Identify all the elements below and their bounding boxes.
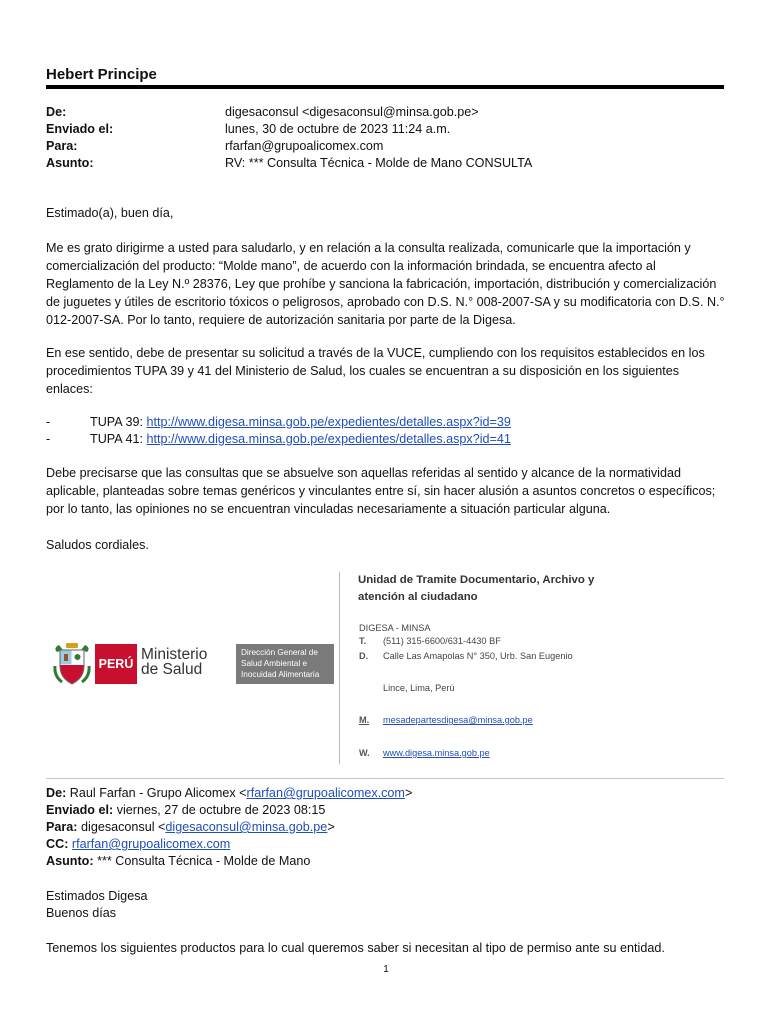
tupa-39-label: TUPA 39: bbox=[90, 415, 147, 429]
header-sent-label: Enviado el: bbox=[46, 122, 114, 136]
tupa-41-link[interactable]: http://www.digesa.minsa.gob.pe/expedientes/detalles.aspx?id=41 bbox=[146, 432, 511, 446]
header-to-label: Para: bbox=[46, 139, 78, 153]
paragraph-1 bbox=[46, 239, 726, 329]
fwd-subject-label: Asunto: bbox=[46, 854, 94, 868]
fwd-subject-value: *** Consulta Técnica - Molde de Mano bbox=[97, 854, 311, 868]
mail-label: M. bbox=[359, 715, 370, 725]
header-sent-value: lunes, 30 de octubre de 2023 11:24 a.m. bbox=[225, 122, 451, 136]
ministerio-wordmark bbox=[141, 647, 207, 677]
signature-title-line: Unidad de Tramite Documentario, Archivo y bbox=[358, 574, 595, 586]
direccion-general-box bbox=[236, 644, 334, 684]
paragraph-3 bbox=[46, 464, 726, 518]
header-from-value: digesaconsul <digesaconsul@minsa.gob.pe> bbox=[225, 105, 479, 119]
fwd-to-email[interactable]: digesaconsul@minsa.gob.pe bbox=[165, 820, 328, 834]
fwd-line-2: Buenos días bbox=[46, 906, 117, 920]
fwd-to-row bbox=[46, 818, 726, 836]
dg-line: Salud Ambiental e bbox=[241, 659, 307, 668]
address-label: D. bbox=[359, 651, 369, 661]
fwd-from-row bbox=[46, 784, 726, 802]
fwd-to-name: digesaconsul < bbox=[81, 820, 166, 834]
signature-phone bbox=[359, 636, 501, 646]
paragraph-3-line: aplicable, planteadas sobre temas genéricos y vinculantes entre sí, sin hacer alusión a asuntos concretos o específicos; bbox=[46, 484, 716, 498]
bullet-dash: - bbox=[46, 432, 51, 446]
fwd-subject-row bbox=[46, 852, 726, 870]
mail-link[interactable]: mesadepartesdigesa@minsa.gob.pe bbox=[383, 715, 533, 725]
peru-wordmark: PERÚ bbox=[95, 644, 137, 684]
signature-title bbox=[358, 572, 594, 606]
signature-org: DIGESA - MINSA bbox=[359, 623, 431, 633]
signature-address bbox=[359, 651, 573, 661]
tupa-41-label: TUPA 41: bbox=[90, 432, 147, 446]
address-value: Calle Las Amapolas N° 350, Urb. San Eugenio bbox=[383, 651, 573, 661]
signature-city: Lince, Lima, Perú bbox=[383, 683, 455, 693]
signature-web bbox=[359, 748, 490, 758]
ministerio-logo bbox=[53, 640, 334, 690]
fwd-to-label: Para: bbox=[46, 820, 78, 834]
sender-name: Hebert Principe bbox=[46, 66, 157, 83]
paragraph-1-line: 012-2007-SA. Por lo tanto, requiere de autorización sanitaria por parte de la Digesa. bbox=[46, 313, 516, 327]
web-label: W. bbox=[359, 748, 370, 758]
fwd-from-name: Raul Farfan - Grupo Alicomex < bbox=[69, 786, 247, 800]
tupa-41-text bbox=[90, 430, 511, 448]
fwd-from-end: > bbox=[404, 786, 413, 800]
paragraph-2-line: enlaces: bbox=[46, 382, 93, 396]
signature-mail bbox=[359, 715, 533, 725]
paragraph-2-line: procedimientos TUPA 39 y 41 del Ministerio de Salud, los cuales se encuentran a su disposición en los siguientes bbox=[46, 364, 680, 378]
paragraph-2 bbox=[46, 344, 726, 398]
paragraph-1-line: de juguetes y útiles de escritorio tóxicos o peligrosos, aprobado con D.S. N.° 008-2007-SA y su modificatoria con D.S. N.° bbox=[46, 295, 725, 309]
closing: Saludos cordiales. bbox=[46, 538, 149, 552]
paragraph-3-line: Debe precisarse que las consultas que se absuelve son aquellas referidas al sentido y alcance de la normatividad bbox=[46, 466, 681, 480]
fwd-cc-email[interactable]: rfarfan@grupoalicomex.com bbox=[71, 837, 231, 851]
tupa-39-link[interactable]: http://www.digesa.minsa.gob.pe/expedientes/detalles.aspx?id=39 bbox=[146, 415, 511, 429]
fwd-sent-value: viernes, 27 de octubre de 2023 08:15 bbox=[116, 803, 326, 817]
header-from-label: De: bbox=[46, 105, 67, 119]
fwd-sent-row bbox=[46, 801, 726, 819]
header-subject-value: RV: *** Consulta Técnica - Molde de Mano CONSULTA bbox=[225, 156, 533, 170]
fwd-cc-row bbox=[46, 835, 726, 853]
fwd-from-label: De: bbox=[46, 786, 67, 800]
paragraph-3-line: por lo tanto, las opiniones no se encuentran vinculadas necesariamente a situación particular alguna. bbox=[46, 502, 611, 516]
phone-label: T. bbox=[359, 636, 367, 646]
forward-separator bbox=[46, 778, 724, 779]
tupa-39-text bbox=[90, 413, 511, 431]
header-subject-label: Asunto: bbox=[46, 156, 94, 170]
paragraph-1-line: comercialización del producto: “Molde mano”, de acuerdo con la información brindada, se encuentra afecto al bbox=[46, 259, 656, 273]
greeting: Estimado(a), buen día, bbox=[46, 206, 174, 220]
dg-line: Dirección General de bbox=[241, 648, 318, 657]
fwd-cc-label: CC: bbox=[46, 837, 69, 851]
header-rule bbox=[46, 85, 724, 89]
web-link[interactable]: www.digesa.minsa.gob.pe bbox=[383, 748, 490, 758]
paragraph-1-line: Me es grato dirigirme a usted para saludarlo, y en relación a la consulta realizada, comunicarle que la importación y bbox=[46, 241, 691, 255]
phone-value: (511) 315-6600/631-4430 BF bbox=[383, 636, 501, 646]
bullet-dash: - bbox=[46, 415, 51, 429]
dg-line: Inocuidad Alimentaria bbox=[241, 670, 320, 679]
fwd-sent-label: Enviado el: bbox=[46, 803, 114, 817]
paragraph-2-line: En ese sentido, debe de presentar su solicitud a través de la VUCE, cumpliendo con los requisitos establecidos en los bbox=[46, 346, 705, 360]
signature-title-line: atención al ciudadano bbox=[358, 591, 478, 603]
paragraph-1-line: Reglamento de la Ley N.º 28376, Ley que prohíbe y sanciona la fabricación, importación, distribución y comercialización bbox=[46, 277, 717, 291]
fwd-line-3: Tenemos los siguientes productos para lo cual queremos saber si necesitan al tipo de permiso ante su entidad. bbox=[46, 941, 665, 955]
fwd-from-email[interactable]: rfarfan@grupoalicomex.com bbox=[246, 786, 405, 800]
fwd-line-1: Estimados Digesa bbox=[46, 889, 148, 903]
ministerio-line: de Salud bbox=[141, 661, 203, 678]
fwd-to-end: > bbox=[327, 820, 335, 834]
ministerio-line: Ministerio bbox=[141, 646, 208, 663]
signature-divider bbox=[339, 572, 340, 764]
header-to-value: rfarfan@grupoalicomex.com bbox=[225, 139, 384, 153]
page-number: 1 bbox=[383, 964, 389, 975]
peru-coat-of-arms-icon bbox=[53, 642, 91, 686]
